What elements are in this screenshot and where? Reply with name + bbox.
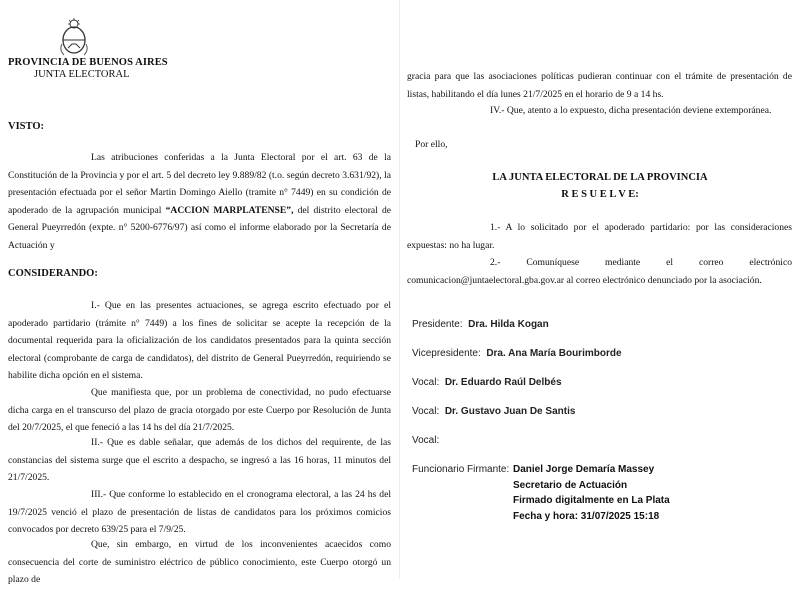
province-heading: PROVINCIA DE BUENOS AIRES bbox=[8, 57, 168, 68]
resolution-title: LA JUNTA ELECTORAL DE LA PROVINCIA bbox=[492, 172, 708, 183]
vocal-3-label: Vocal: bbox=[412, 435, 440, 446]
vicepresident-name: Dra. Ana María Bourimborde bbox=[486, 348, 622, 359]
signature-president bbox=[412, 319, 549, 330]
visto-text-end: del distrito electoral de General Pueyrredón (expte. n° 5200-6776/97) así como el informe elaborado por la Secretaría de Actuación y bbox=[8, 204, 391, 251]
party-name: “ACCION MARPLATENSE”, bbox=[165, 204, 294, 216]
vocal-2-label: Vocal: bbox=[412, 406, 440, 417]
resolution-item-1: 1.- A lo solicitado por el apoderado partidario: por las consideraciones expuestas: no ha lugar. bbox=[407, 222, 792, 251]
digital-signature-note: Firmado digitalmente en La Plata bbox=[513, 495, 670, 506]
board-heading: JUNTA ELECTORAL bbox=[34, 69, 130, 80]
paragraph-i: I.- Que en las presentes actuaciones, se agrega escrito efectuado por el apoderado partidario (trámite n° 7449) a los fines de solicitar se acepte la recepción de la documental requerida para la oficialización de los candidatos presentados para la quinta sección electoral (comprobante de carga de candidatos), del distrito de General Pueyrredón, requiriendo se habilite dicha opción en el sistema. bbox=[8, 300, 391, 382]
paragraph-iii: III.- Que conforme lo establecido en el cronograma electoral, a las 24 hs del 19/7/2025 venció el plazo de presentación de listas de candidatos para los próximos comicios convocados por decreto 639/25 para el 7/9/25. bbox=[8, 489, 391, 536]
vocal-1-label: Vocal: bbox=[412, 377, 440, 388]
por-ello: Por ello, bbox=[415, 139, 448, 150]
signature-vicepresident bbox=[412, 348, 622, 359]
vocal-1-name: Dr. Eduardo Raúl Delbés bbox=[444, 377, 562, 388]
resuelve-heading: R E S U E L V E: bbox=[561, 189, 639, 200]
resolution-item-2: 2.- Comuníquese mediante el correo electrónico comunicacion@juntaelectoral.gba.gov.ar al correo electrónico denunciado por la asociación. bbox=[407, 257, 792, 286]
visto-text: Las atribuciones conferidas a la Junta Electoral por el art. 63 de la Constitución de la Provincia y por el art. 5 del decreto ley 9.889/82 (t.o. según decreto 3.631/92), la presentación efectuada por el señor Martin Domingo Aiello (tramite n° 7449) en su condición de apoderado de la agrupación municipal bbox=[8, 152, 391, 216]
continuation-paragraph: gracia para que las asociaciones políticas pudieran continuar con el trámite de presentación de listas, habilitando el día lunes 21/7/2025 en el horario de 9 a 14 hs. bbox=[407, 71, 792, 100]
visto-heading: VISTO: bbox=[8, 121, 44, 132]
signature-date: Fecha y hora: 31/07/2025 15:18 bbox=[513, 510, 660, 522]
coat-of-arms-icon bbox=[58, 18, 90, 58]
signature-vocal-2 bbox=[412, 406, 575, 417]
vocal-2-name: Dr. Gustavo Juan De Santis bbox=[444, 406, 576, 417]
signature-vocal-1 bbox=[412, 377, 562, 388]
president-label: Presidente: bbox=[412, 319, 463, 330]
president-name: Dra. Hilda Kogan bbox=[468, 319, 549, 330]
visto-paragraph bbox=[8, 149, 391, 255]
official-role: Secretario de Actuación bbox=[513, 479, 628, 491]
signature-vocal-3 bbox=[412, 435, 439, 446]
paragraph-iv: IV.- Que, atento a lo expuesto, dicha presentación deviene extemporánea. bbox=[490, 105, 772, 116]
paragraph-connectivity: Que manifiesta que, por un problema de conectividad, no pudo efectuarse dicha carga en el transcurso del plazo de gracia otorgado por este Cuerpo por Resolución de Junta del 20/7/2025, el que feneció a las 14 hs del día 21/7/2025. bbox=[8, 387, 391, 434]
paragraph-ii: II.- Que es dable señalar, que además de los dichos del requirente, de las constancias del sistema surge que el escrito a despacho, se ingresó a las 16 horas, 11 minutos del 21/7/2025. bbox=[8, 437, 391, 484]
right-page bbox=[400, 0, 800, 579]
left-page bbox=[0, 0, 400, 586]
paragraph-power-outage: Que, sin embargo, en virtud de los inconvenientes acaecidos como consecuencia del corte de suministro eléctrico de público conocimiento, este Cuerpo otorgó un plazo de bbox=[8, 539, 391, 586]
official-label: Funcionario Firmante: bbox=[412, 464, 510, 475]
considerando-heading: CONSIDERANDO: bbox=[8, 268, 98, 279]
official-signature-block bbox=[513, 462, 670, 524]
official-name: Daniel Jorge Demaría Massey bbox=[513, 464, 655, 475]
vicepresident-label: Vicepresidente: bbox=[412, 348, 481, 359]
